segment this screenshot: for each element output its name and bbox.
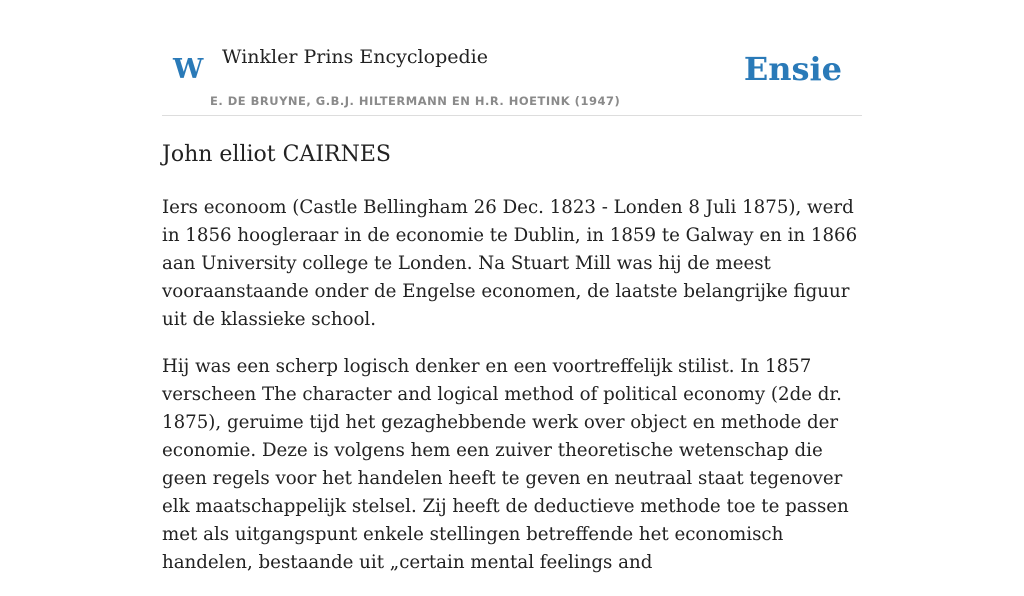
article [162,138,862,596]
article-title: John elliot CAIRNES [162,142,391,167]
ensie-brand-logo[interactable]: Ensie [743,50,842,88]
publication-authors: E. DE BRUYNE, G.B.J. HILTERMANN EN H.R. HOETINK (1947) [210,94,621,108]
publication-title-link[interactable]: Winkler Prins Encyclopedie [222,46,488,68]
article-paragraph: Hij was een scherp logisch denker en een voortreffelijk stilist. In 1857 verscheen The character and logical method of political economy (2de dr. 1875), geruime tijd het gezaghebbende werk over object en methode der economie. Deze is volgens hem een zuiver theoretische wetenschap die geen regels voor het handelen heeft te geven en neutraal staat tegenover elk maatschappelijk stelsel. Zij heeft de deductieve methode toe te passen met als uitgangspunt enkele stellingen betreffende het economisch handelen, bestaande uit „certain mental feelings and [162,356,849,573]
winkler-prins-logo[interactable]: W [173,54,204,85]
article-paragraph: Iers econoom (Castle Bellingham 26 Dec. 1823 - Londen 8 Juli 1875), werd in 1856 hoogleraar in de economie te Dublin, in 1859 te Galway en in 1866 aan University college te Londen. Na Stuart Mill was hij de meest vooraanstaande onder de Engelse economen, de laatste belangrijke figuur uit de klassieke school. [162,197,858,330]
site-header [162,40,862,116]
